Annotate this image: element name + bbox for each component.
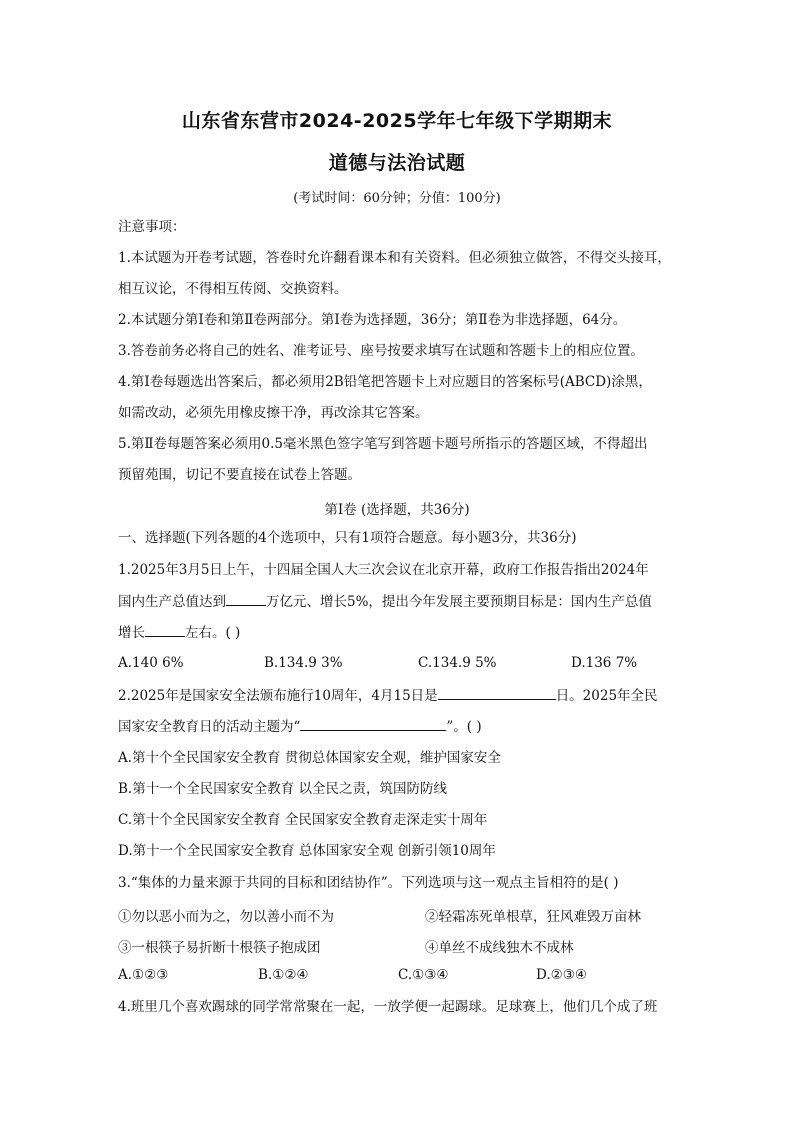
q1-options [118,655,698,673]
exam-title-line1: 山东省东营市2024-2025学年七年级下学期期末 [181,110,613,132]
q2-line2 [118,717,688,736]
q2-option-a: A.第十个全民国家安全教育 贯彻总体国家安全观，维护国家安全 [118,750,501,766]
q1-blank-1 [226,592,266,606]
q1-option-c: C.134.9 5% [418,655,497,671]
q1-line2 [118,592,688,611]
q1-line2-a: 国内生产总值达到 [118,594,226,610]
q1-line3-a: 增长 [118,625,145,641]
notice-item-5b: 预留苑围，切记不要直接在试卷上答题。 [118,467,361,483]
q1-line3-b: 左右。( ) [185,625,241,641]
q3-options [118,967,698,985]
notice-item-2: 2.本试题分第Ⅰ卷和第Ⅱ卷两部分。第Ⅰ卷为选择题，36分；第Ⅱ卷为非选择题，64分。 [118,312,627,328]
q1-option-a: A.140 6% [118,655,184,671]
q3-stem: 3.“集体的力量来源于共同的目标和团结协作”。下列选项与这一观点主旨相符的是( ) [118,875,619,891]
q2-option-c: C.第十个全民国家安全教育 全民国家安全教育走深走实十周年 [118,812,488,828]
notice-item-5a: 5.第Ⅱ卷每题答案必须用0.5毫米黑色签字笔写到答题卡题号所指示的答题区域，不得超出 [118,436,648,452]
q2-blank-1 [438,686,556,700]
notice-item-4b: 如需改动，必须先用橡皮擦干净，再改涂其它答案。 [118,405,429,421]
q1-line1: 1.2025年3月5日上午，十四届全国人大三次会议在北京开幕，政府工作报告指出2024年 [118,562,649,578]
notice-item-1a: 1.本试题为开卷考试题，答卷时允许翻看课本和有关资料。但必须独立做答，不得交头接耳， [118,250,671,266]
q2-option-b: B.第十一个全民国家安全教育 以全民之责，筑国防防线 [118,781,448,797]
exam-info: (考试时间：60分钟；分值：100分) [293,191,501,206]
notice-item-4a: 4.第Ⅰ卷每题选出答案后，都必须用2B铅笔把答题卡上对应题目的答案标号(ABCD)涂黑， [118,374,652,390]
q3-option-d: D.②③④ [536,967,587,983]
q3-option-c: C.①③④ [398,967,449,983]
q2-blank-2 [300,717,446,731]
q3-items-row1 [118,905,698,923]
q2-option-d: D.第十一个全民国家安全教育 总体国家安全观 创新引领10周年 [118,843,496,859]
exam-title-line2: 道德与法治试题 [328,152,466,174]
q3-item-3: ③一根筷子易折断十根筷子抱成团 [118,940,321,956]
q1-option-d: D.136 7% [571,655,638,671]
part1-instructions: 一、选择题(下列各题的4个选项中，只有1项符合题意。每小题3分，共36分) [118,530,577,546]
q3-option-a: A.①②③ [118,967,169,983]
q3-item-2: ②轻霜冻死单根草，狂风难毁万亩林 [425,909,641,925]
q1-line3 [118,623,688,642]
q4-line1: 4.班里几个喜欢踢球的同学常常聚在一起，一放学便一起踢球。足球赛上，他们几个成了班 [118,999,658,1015]
part1-heading: 第Ⅰ卷 (选择题，共36分) [324,502,470,518]
q3-option-b: B.①②④ [258,967,309,983]
q2-line2-b: ”。( ) [446,719,482,735]
q2-line1 [118,686,688,705]
notice-heading: 注意事项： [118,219,186,235]
q3-item-4: ④单丝不成线独木不成林 [425,940,574,956]
q2-line2-a: 国家安全教育日的活动主题为“ [118,719,301,735]
q2-line1-a: 2.2025年是国家安全法颁布施行10周年，4月15日是 [118,688,438,704]
q3-items-row2 [118,936,698,954]
q1-blank-2 [145,623,185,637]
notice-item-3: 3.答卷前务必将自己的姓名、准考证号、座号按要求填写在试题和答题卡上的相应位置。 [118,343,644,359]
notice-item-1b: 相互议论，不得相互传阅、交换资料。 [118,281,348,297]
q2-line1-b: 日。2025年全民 [555,688,658,704]
q3-item-1: ①勿以恶小而为之，勿以善小而不为 [118,909,334,925]
q1-line2-b: 万亿元、增长5%，提出今年发展主要预期目标是：国内生产总值 [266,594,652,610]
q1-option-b: B.134.9 3% [264,655,343,671]
